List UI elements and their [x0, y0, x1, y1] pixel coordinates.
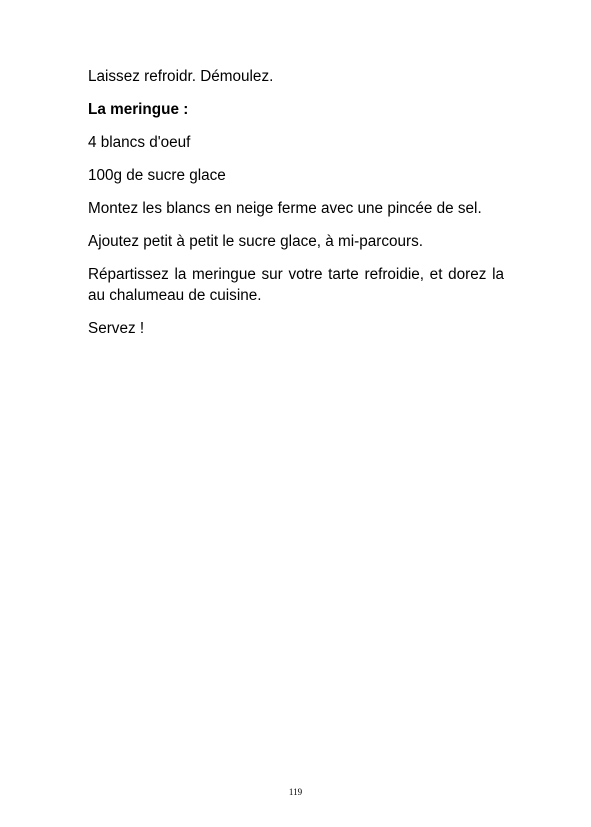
- section-heading-meringue: La meringue :: [88, 101, 189, 118]
- step-add-sugar: Ajoutez petit à petit le sucre glace, à mi-parcours.: [88, 233, 423, 250]
- recipe-text-body: [88, 66, 504, 351]
- ingredient-icing-sugar: 100g de sucre glace: [88, 167, 226, 184]
- ingredient-egg-whites: 4 blancs d'oeuf: [88, 134, 191, 151]
- step-whip-egg-whites: Montez les blancs en neige ferme avec une pincée de sel.: [88, 200, 482, 217]
- page-number: 119: [288, 787, 303, 797]
- step-serve: Servez !: [88, 320, 145, 337]
- step-spread-meringue: Répartissez la meringue sur votre tarte refroidie, et dorez la au chalumeau de cuisine.: [88, 266, 504, 304]
- paragraph-cooling-instruction: Laissez refroidr. Démoulez.: [88, 68, 274, 85]
